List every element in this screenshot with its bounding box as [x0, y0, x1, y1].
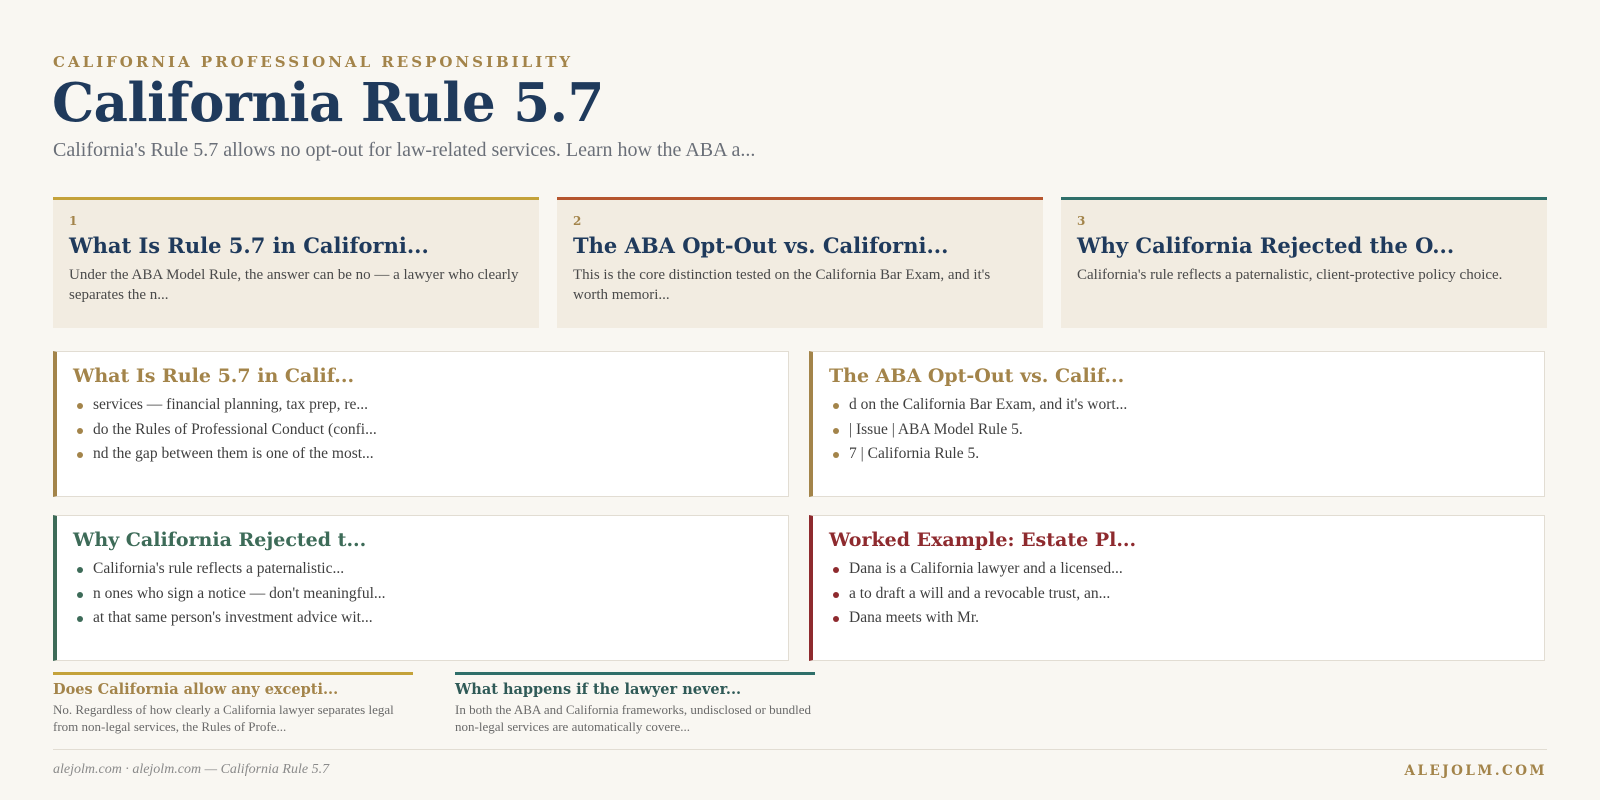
- panel-title: The ABA Opt-Out vs. Calif...: [829, 365, 1125, 387]
- eyebrow-label: CALIFORNIA PROFESSIONAL RESPONSIBILITY: [53, 53, 574, 71]
- bullet-item: services — financial planning, tax prep, re...: [93, 393, 772, 418]
- page-title: California Rule 5.7: [52, 72, 604, 134]
- bullet-item: do the Rules of Professional Conduct (confi...: [93, 418, 772, 443]
- summary-card-3[interactable]: [1061, 197, 1547, 328]
- page-subtitle: California's Rule 5.7 allows no opt-out for law-related services. Learn how the ABA a...: [53, 139, 756, 161]
- bullet-list: [829, 557, 1528, 631]
- footer-brand[interactable]: ALEJOLM.COM: [1404, 763, 1547, 779]
- bullet-item: a to draft a will and a revocable trust, an...: [849, 582, 1528, 607]
- detail-panel-aba-opt-out: [809, 351, 1545, 497]
- panel-title: Worked Example: Estate Pl...: [829, 529, 1137, 551]
- panel-title: Why California Rejected t...: [73, 529, 367, 551]
- detail-panel-why-rejected: [53, 515, 789, 661]
- summary-card-2[interactable]: [557, 197, 1043, 328]
- card-body: Under the ABA Model Rule, the answer can be no — a lawyer who clearly separates the n...: [69, 267, 519, 303]
- faq-item-2[interactable]: [455, 672, 815, 735]
- bullet-list: [73, 557, 772, 631]
- card-body: California's rule reflects a paternalistic, client-protective policy choice.: [1077, 267, 1503, 283]
- bullet-item: at that same person's investment advice wit...: [93, 606, 772, 631]
- card-number: 2: [573, 214, 582, 228]
- detail-panel-worked-example: [809, 515, 1545, 661]
- bullet-list: [829, 393, 1528, 467]
- footer-divider: [53, 749, 1547, 750]
- panel-title: What Is Rule 5.7 in Calif...: [73, 365, 355, 387]
- card-title: The ABA Opt-Out vs. Californi...: [573, 233, 949, 258]
- card-body: This is the core distinction tested on the California Bar Exam, and it's worth memori...: [573, 267, 991, 303]
- bullet-list: [73, 393, 772, 467]
- faq-question: What happens if the lawyer never...: [455, 681, 742, 698]
- bullet-item: d on the California Bar Exam, and it's wort...: [849, 393, 1528, 418]
- card-number: 3: [1077, 214, 1086, 228]
- faq-question: Does California allow any excepti...: [53, 681, 339, 698]
- detail-panel-rule-5-7: [53, 351, 789, 497]
- bullet-item: nd the gap between them is one of the most...: [93, 442, 772, 467]
- bullet-item: Dana is a California lawyer and a licensed...: [849, 557, 1528, 582]
- card-title: Why California Rejected the O...: [1077, 233, 1455, 258]
- bullet-item: California's rule reflects a paternalistic...: [93, 557, 772, 582]
- card-title: What Is Rule 5.7 in Californi...: [69, 233, 429, 258]
- faq-answer: In both the ABA and California frameworks, undisclosed or bundled non-legal services are automatically covere...: [455, 702, 811, 734]
- bullet-item: Dana meets with Mr.: [849, 606, 1528, 631]
- faq-answer: No. Regardless of how clearly a California lawyer separates legal from non-legal services, the Rules of Profe...: [53, 702, 394, 734]
- faq-item-1[interactable]: [53, 672, 413, 735]
- footer-source: alejolm.com · alejolm.com — California Rule 5.7: [53, 762, 330, 777]
- card-number: 1: [69, 214, 78, 228]
- bullet-item: n ones who sign a notice — don't meaningful...: [93, 582, 772, 607]
- bullet-item: 7 | California Rule 5.: [849, 442, 1528, 467]
- summary-card-1[interactable]: [53, 197, 539, 328]
- bullet-item: | Issue | ABA Model Rule 5.: [849, 418, 1528, 443]
